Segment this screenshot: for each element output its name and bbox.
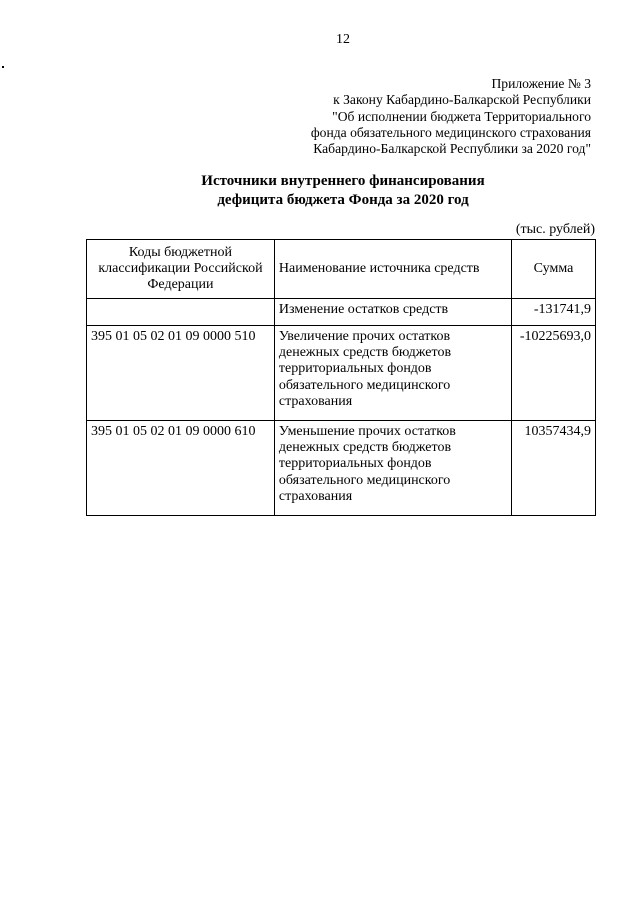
annex-line: к Закону Кабардино-Балкарской Республики	[333, 92, 591, 108]
header-name: Наименование источника средств	[274, 240, 511, 299]
table-header-row	[87, 240, 596, 299]
annex-line: Приложение № 3	[491, 76, 591, 91]
document-title-line-2: дефицита бюджета Фонда за 2020 год	[217, 191, 469, 208]
row-sum: -10225693,0	[512, 326, 596, 421]
sources-table	[86, 239, 596, 516]
table-row	[87, 326, 596, 421]
row-code: 395 01 05 02 01 09 0000 610	[87, 421, 275, 516]
document-title	[0, 172, 640, 209]
row-name: Уменьшение прочих остатков денежных средств бюджетов территориальных фондов обязательного медицинского страхования	[274, 421, 511, 516]
table-row	[87, 421, 596, 516]
row-code	[87, 299, 275, 326]
document-title-line-1: Источники внутреннего финансирования	[201, 173, 485, 189]
annex-line: Кабардино-Балкарской Республики за 2020 год"	[313, 141, 591, 157]
page-number: 12	[336, 32, 350, 47]
units-label: (тыс. рублей)	[515, 222, 595, 237]
margin-mark	[2, 66, 4, 68]
table-row	[87, 299, 596, 326]
annex-line: "Об исполнении бюджета Территориального	[332, 108, 591, 124]
row-name: Увеличение прочих остатков денежных средств бюджетов территориальных фондов обязательного медицинского страхования	[274, 326, 511, 421]
row-sum: -131741,9	[512, 299, 596, 326]
row-sum: 10357434,9	[512, 421, 596, 516]
annex-line: фонда обязательного медицинского страхования	[310, 124, 591, 140]
header-code: Коды бюджетной классификации Российской Федерации	[87, 240, 275, 299]
row-name: Изменение остатков средств	[274, 299, 511, 326]
row-code: 395 01 05 02 01 09 0000 510	[87, 326, 275, 421]
annex-block	[311, 76, 591, 157]
header-sum: Сумма	[512, 240, 596, 299]
